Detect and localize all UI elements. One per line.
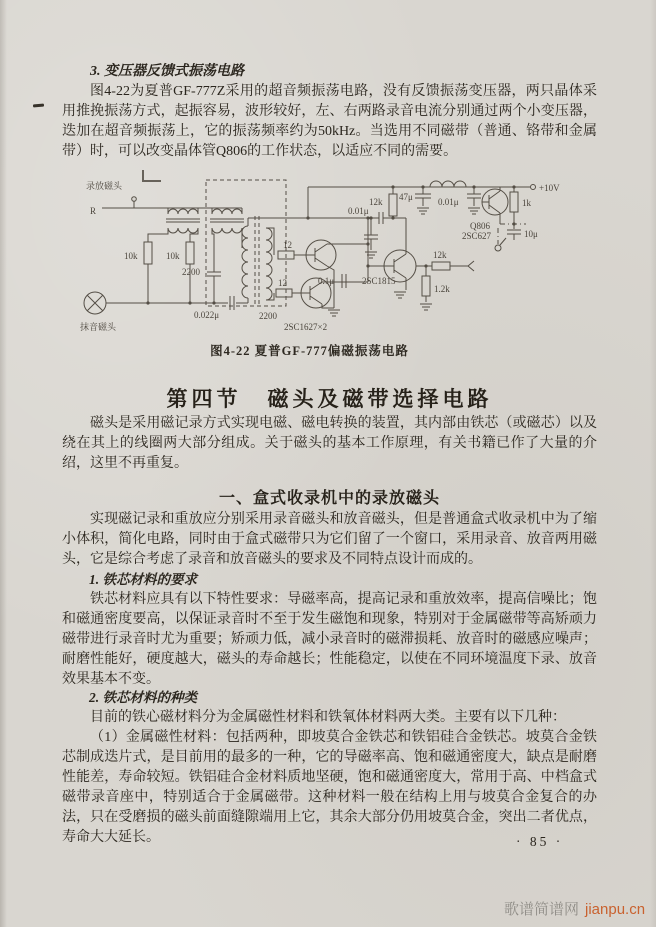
base-resistor-12-a [278, 240, 315, 259]
page-content [62, 0, 597, 848]
label-10k-b: 10k [166, 251, 180, 261]
transistor-q806 [462, 187, 526, 251]
label-2200-b: 2200 [259, 311, 277, 321]
supply-terminal [531, 183, 561, 193]
transistor-pushpull-1 [306, 240, 368, 308]
item-heading-core-requirements: 1. 铁芯材料的要求 [89, 572, 197, 587]
ground-pushpull [328, 310, 340, 316]
section-heading [62, 384, 597, 414]
subsection-heading: 一、盒式收录机中的录放磁头 [218, 490, 440, 507]
label-0022: 0.022μ [194, 310, 220, 320]
scan-artifact-dash [33, 104, 44, 108]
paragraph-rec-play: 实现磁记录和重放应分别采用录音磁头和放音磁头，但是普通盒式收录机中为了缩小体积，简化电路，同时由于盒式磁带只为它们留了一个窗口，采用录音、放音两用磁头，它是综合考虑了录音和放音磁头的要求及不同特点设计而成的。 [62, 512, 597, 567]
label-01u: 0.1μ [318, 276, 335, 286]
capacitor-10u [507, 224, 538, 240]
circuit-diagram [78, 178, 562, 340]
item-heading-core-types: 2. 铁芯材料的种类 [89, 690, 197, 705]
label-supply: +10V [539, 183, 560, 193]
watermark-site-name: 歌谱简谱网 [504, 901, 580, 918]
label-1-2k: 1.2k [434, 284, 450, 294]
resistor-12k-out [416, 250, 474, 271]
paragraph-metal-materials: （1）金属磁性材料：包括两种，即坡莫合金铁芯和铁铝硅合金铁芯。坡莫合金铁芯制成迭片式，是目前用的最多的一种，它的导磁率高、饱和磁通密度大，缺点是耐磨性能差，寿命较短。铁铝硅合金材料质地坚硬，饱和磁通密度大，常用于高、中档盒式磁带录音座中，特别适合于金属磁带。这种材料一般在结构上用与坡莫合金复合的办法，只在受磨损的磁头前面缝隙端用上它，其余大部分仍用坡莫合金，突出二者优点，寿命大大延长。 [62, 730, 597, 845]
record-play-head [86, 180, 242, 216]
capacitor-2200-left [182, 267, 221, 303]
label-r: R [90, 206, 97, 216]
circuit-figure [62, 178, 597, 358]
switch-contact [495, 245, 501, 251]
erase-head [80, 292, 117, 332]
label-rec-play-head: 录放磁头 [86, 181, 123, 191]
section-number: 第四节 [166, 387, 242, 411]
label-001u-b: 0.01μ [438, 197, 459, 207]
label-001u-wire: 0.01μ [348, 206, 369, 216]
resistor-10k-a [124, 242, 152, 303]
label-2sc1815: 2SC1815 [362, 276, 396, 286]
label-12-a: 12 [283, 240, 292, 250]
base-resistor-12-b [276, 278, 310, 297]
label-q806: Q806 [470, 221, 490, 231]
paragraph-core-requirements: 铁芯材料应具有以下特性要求：导磁率高，提高记录和重放效率，提高信噪比；饱和磁通密度要高，以保证录音时不至于发生磁饱和现象，特别对于金属磁带等高矫顽力磁带进行录音时尤为重要；矫顽力低，减小录音时的磁滞损耗、放音时的磁感应噪声；耐磨性能好，硬度越大，磁头的寿命越长；性能稳定，以使在不同环境温度下录、放音效果基本不变。 [62, 592, 597, 687]
figure-caption: 图4-22 夏普GF-777偏磁振荡电路 [210, 344, 409, 358]
label-q806-type: 2SC627 [462, 231, 492, 241]
label-12-b: 12 [278, 278, 287, 288]
resistor-1k [510, 187, 532, 226]
heading-oscillator-type: 3. 变压器反馈式振荡电路 [90, 64, 244, 79]
oscillator-transformer [206, 180, 286, 306]
capacitor-001u-b [438, 185, 481, 214]
inductor [430, 181, 466, 187]
label-1k: 1k [522, 198, 531, 208]
label-erase-head: 抹音磁头 [80, 322, 117, 332]
capacitor-0022 [106, 296, 248, 320]
label-2200-a: 2200 [182, 267, 200, 277]
capacitor-01u [318, 274, 346, 288]
paragraph-oscillator: 图4-22为夏普GF-777Z采用的超音频振荡电路，没有反馈振荡变压器，两只晶体采用推挽振荡方式，起振容易，波形较好，左、右两路录音电流分别通过两个小变压器，迭加在超音频振荡上，它的振荡频率约为50kHz。当选用不同磁带（普通、铬带和金属带）时，可以改变晶体管Q806的工作状态，以适应不同的需要。 [62, 84, 597, 159]
page-number: · 85 · [516, 834, 564, 849]
wire-001u [248, 206, 393, 282]
resistor-1-2k [420, 264, 450, 310]
paragraph-head-intro: 磁头是采用磁记录方式实现电磁、磁电转换的装置，其内部由铁芯（或磁芯）以及绕在其上的线圈两大部分组成。关于磁头的基本工作原理，有关书籍已作了大量的介绍，这里不再重复。 [62, 416, 597, 471]
label-10u: 10μ [524, 229, 538, 239]
label-47u: 47μ [399, 192, 413, 202]
watermark [504, 898, 645, 919]
terminal-dot [132, 197, 137, 202]
label-12k-top: 12k [369, 197, 383, 207]
watermark-site-url: jianpu.cn [585, 901, 646, 918]
coupling-transformer-a [148, 208, 200, 242]
label-12k-out: 12k [433, 250, 447, 260]
capacitor-47u [399, 187, 431, 214]
label-10k-a: 10k [124, 251, 138, 261]
label-transistor-pair: 2SC1627×2 [284, 322, 328, 332]
paragraph-core-types: 目前的铁心磁材料分为金属磁性材料和铁氧体材料两大类。主要有以下几种： [90, 710, 566, 725]
coupling-transformer-b [210, 208, 244, 272]
section-title: 磁头及磁带选择电路 [267, 387, 493, 411]
